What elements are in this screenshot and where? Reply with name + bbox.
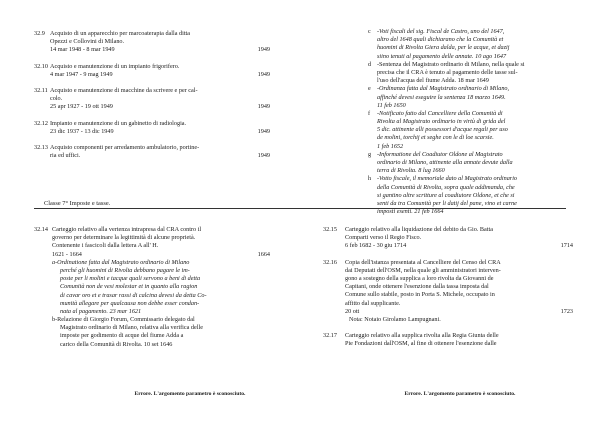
entry-line: Acquisto di un apparecchio per marcoaterapia dalla ditta (50, 30, 191, 37)
sub-item-h (368, 175, 572, 216)
entry-32-9 (34, 30, 270, 55)
sub-item-line: Rivolta al Magistrato ordinario in virtù di grida del (377, 118, 506, 126)
sub-item-e (368, 85, 572, 110)
sub-item-a (52, 259, 270, 316)
entry-number: 32.15 (323, 226, 337, 233)
top-left-column (34, 30, 270, 168)
sub-item-letter: h (368, 175, 372, 183)
sub-item-letter: d (368, 60, 372, 68)
sub-item-line: -Voti fiscali del sig. Fiscal de Castro, uno del 1647, (377, 28, 505, 35)
sub-item-f (368, 110, 572, 151)
entry-year: 1949 (257, 70, 270, 78)
entry-year: 1714 (560, 242, 573, 250)
sub-item-d (368, 61, 572, 86)
footer-left: Errore. L'argomento parametro è sconosciuto. (134, 391, 246, 397)
sub-item-line: -Votto fiscale, il memoriale dato al Magistrato ordinario (377, 175, 518, 183)
sub-item-line: poste per li molini e tacque quali servono a beni di detta (60, 275, 201, 283)
sub-item-line: 11 feb 1650 (377, 101, 406, 109)
entry-line: Capitani, onde ottenere l'esenzione dalla tassa imposta dal (345, 283, 489, 291)
sub-item-line: -Notificato fatto dal Cancelliere della Comunità di (377, 109, 503, 117)
entry-line: colo. (50, 95, 63, 103)
entry-date: 20 ott (345, 307, 360, 315)
sub-item-line: Comunità non de vesi molestar et in quanto alla ragion (60, 283, 198, 291)
entry-line: Opezzi e Collovini di Milano. (50, 38, 125, 46)
entry-number: 32.11 (34, 86, 48, 94)
sub-item-line: imposte per godimento di acque del fiume Adda a (60, 332, 184, 340)
entry-32-12 (34, 120, 270, 136)
sub-item-g (368, 151, 572, 176)
sub-item-line: huomini di Rivolta Giera dalda, per le acque, et dazij (377, 44, 510, 52)
entry-32-11 (34, 87, 270, 112)
entry-year: 1949 (257, 103, 270, 111)
sub-item-line: di cavar oro et e trasar rassi di calcina devesi da detta Co- (60, 291, 207, 299)
sub-item-b (52, 316, 270, 349)
entry-line: Carteggio relativo alla vertenza intrapresa dal CRA contro il (52, 226, 202, 233)
sub-item-line: b-Relazione di Giorgio Forum, Commissario delegato dal (52, 316, 195, 324)
entry-line: Copia dell'istanza presentata al Cancelliere del Censo del CRA (345, 258, 501, 266)
section-title: Classe 7° Imposte e tasse. (44, 200, 111, 207)
entry-number: 32.9 (34, 30, 45, 37)
entry-line: Acquisto componenti per arredamento ambulatorio, portine- (50, 143, 200, 151)
sub-item-line: -Sentenza del Magistrato ordinario di Milano, nella quale si (377, 60, 525, 68)
entry-line: Carteggio relativo alla supplica rivolta alla Regia Giunta delle (345, 332, 499, 340)
entry-line: 23 dic 1937 - 13 dic 1949 (50, 127, 114, 135)
entry-line: Comune sullo stabile, posto in Porta S. Michele, occupato in (345, 291, 495, 299)
entry-year: 1664 (257, 250, 270, 258)
entry-number: 32.14 (34, 226, 48, 233)
sub-item-line: precisa che il CRA è tenuto al pagamento delle tasse sul- (377, 68, 518, 76)
sub-item-line: senti da tra Comunità per li datij del pane, vino et carne (377, 199, 517, 207)
entry-year: 1723 (560, 307, 573, 315)
entry-year: 1949 (257, 46, 270, 54)
sub-item-line: carico della Comunità di Rivolta. 10 set 1646 (60, 340, 173, 348)
entry-number: 32.13 (34, 143, 48, 151)
sub-item-line: ordinario di Milano, attinente alla annate devute dalla (377, 159, 513, 166)
entry-line: 25 apr 1927 - 19 ott 1949 (50, 103, 113, 111)
section-divider (34, 208, 566, 209)
entry-32-15 (323, 226, 573, 251)
entry-line: dai Deputati dell'OSM, nella quale gli amministratori interven- (345, 266, 501, 274)
sub-item-line: siino tenuti al pagamento delle annate. 10 ago 1647 (377, 52, 507, 60)
bottom-right-column (323, 226, 573, 356)
entry-number: 32.12 (34, 119, 48, 127)
sub-item-line: nata al pagamento. 23 mar 1621 (60, 307, 142, 315)
entry-32-16 (323, 259, 573, 325)
entry-date-range: 1621 - 1664 (52, 250, 82, 258)
footer-right: Errore. L'argomento parametro è sconosciuto. (404, 391, 516, 397)
entry-number: 32.10 (34, 62, 48, 70)
sub-item-line: -Ordinanza fatta dal Magistrato ordinario di Milano, (377, 85, 510, 93)
sub-item-line: munità allegare per qualcausa non debbe esser condan- (60, 299, 200, 307)
sub-item-line: Magistrato ordinario di Milano, relativa alla verifica delle (60, 324, 203, 332)
sub-item-letter: e (368, 85, 371, 93)
entry-line: 4 mar 1947 - 9 mag 1949 (50, 70, 113, 78)
entry-line: ria ed uffici. (50, 152, 81, 160)
entry-line: 14 mar 1948 - 8 mar 1949 (50, 46, 115, 54)
entry-line: Carteggio relativo alla liquidazione del debito da Gio. Batta (345, 226, 493, 233)
entry-line: gono a sostegno della supplica a loro rivolta da Giovanni de (345, 274, 494, 282)
entry-32-13 (34, 144, 270, 160)
sub-item-line: terra di Rivolta. 8 lug 1660 (377, 167, 445, 175)
sub-item-letter: f (368, 109, 371, 117)
entry-line: Acquisto e manutenzione di macchine da scrivere e per cal- (50, 86, 198, 94)
entry-line: affitto dal supplicante. (345, 299, 401, 307)
sub-item-line: 1 feb 1652 (377, 142, 404, 150)
sub-item-line: de molini, torchij et seghe con le di loe scarsie. (377, 134, 494, 142)
entry-line: Impianto e manutenzione di un gabinetto di radiologia. (50, 119, 187, 127)
entry-date: 6 feb 1682 - 30 giu 1714 (345, 242, 407, 250)
sub-item-letter: g (368, 150, 372, 158)
sub-item-line: 5 dic. attinente alli possessori d'acque regali per uso (377, 126, 508, 134)
entry-note: Nota: Notaio Girolamo Lampugnani. (349, 315, 441, 323)
entry-line: Contenente i fascicoli dalla lettera A all' H. (52, 242, 159, 250)
entry-number: 32.17 (323, 332, 337, 340)
sub-item-line: l'uso dell'acqua del fiume Adda. 18 mar 1649 (377, 77, 489, 85)
sub-item-line: imposti esenti. 21 feb 1664 (377, 208, 444, 216)
entry-year: 1949 (257, 152, 270, 160)
entry-32-14 (34, 226, 270, 349)
sub-item-line: a-Ordinatione fatta dal Magistrato ordinario di Milano (52, 258, 190, 266)
sub-item-line: della Comunità di Rivolta, sopra quale addimanda, che (377, 183, 515, 191)
sub-item-line: altro del 1648 quali dichiarano che la Comunità et (377, 36, 504, 44)
bottom-left-column (34, 226, 270, 349)
entry-year: 1949 (257, 127, 270, 135)
entry-line: Comparti verso il Regio Fisco. (345, 234, 422, 242)
entry-number: 32.16 (323, 258, 337, 266)
sub-item-c (368, 28, 572, 61)
sub-item-line: si gantino altre scritture al coadiutore Oldone, et che si (377, 191, 515, 199)
entry-32-10 (34, 63, 270, 79)
entry-32-17 (323, 332, 573, 348)
sub-item-line: -Informatione del Coadiutor Oldone al Magistrato (377, 150, 503, 158)
entry-line: Acquisto e manutenzione di un impianto frigorifero. (50, 62, 180, 70)
entry-line: Pie Fondazioni dall'OSM, al fine di ottenere l'esenzione dalle (345, 340, 497, 348)
entry-line: governo per determinare la legittimità di alcune proprietà. (52, 234, 196, 242)
sub-item-line: affinché devesi eseguire la sentenza 18 marzo 1649. (377, 93, 506, 101)
sub-item-line: perché gli huomini di Rivolta debbano pagare le im- (60, 266, 190, 274)
sub-item-letter: c (368, 28, 371, 35)
top-right-column (368, 28, 572, 216)
